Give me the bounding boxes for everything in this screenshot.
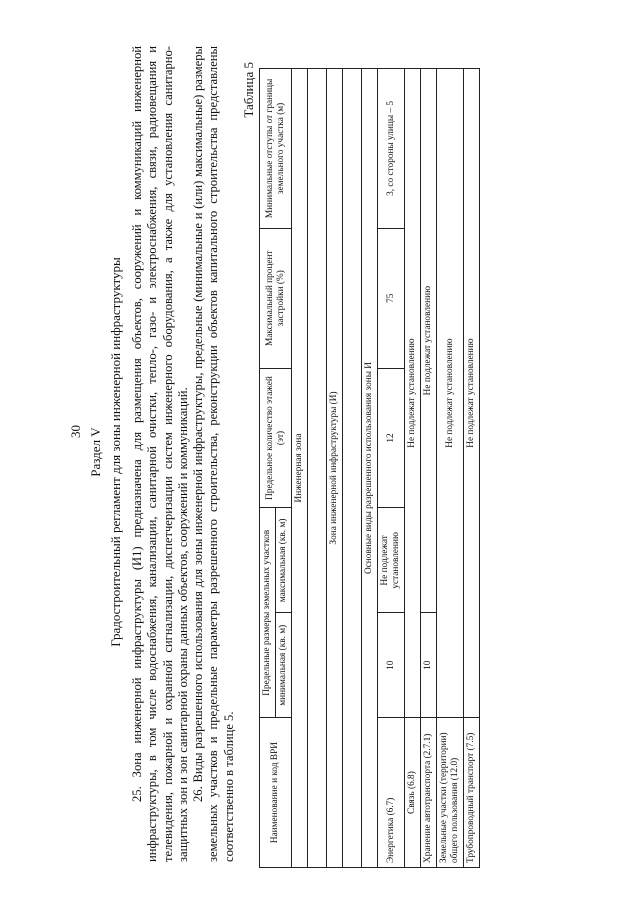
cell-name: Земельные участки (территории) общего пользования (12.0) <box>437 718 464 868</box>
table-header-row <box>260 69 276 868</box>
cell-merged-value: Не подлежат установлению <box>464 69 480 718</box>
empty-cell <box>308 69 327 868</box>
table-row-pipeline <box>464 69 480 868</box>
section-subtitle: Градостроительный регламент для зоны инженерной инфраструктуры <box>108 257 123 647</box>
empty-cell <box>343 69 362 868</box>
cell-floors: 12 <box>378 368 405 508</box>
subzone-row <box>327 69 343 868</box>
subzone-cell: Зона инженерной инфраструктуры (И) <box>327 69 343 868</box>
cell-setbacks: 3, со стороны улицы – 5 <box>378 69 405 229</box>
header-coverage: Максимальный процент застройки (%) <box>260 228 292 368</box>
table-row-communication <box>405 69 421 868</box>
table-row-energy <box>378 69 405 868</box>
cell-max: Не подлежат установлению <box>378 508 405 613</box>
cell-coverage: 75 <box>378 228 405 368</box>
page-number: 30 <box>68 425 83 438</box>
table-5 <box>259 68 480 868</box>
table-row-vehicle-storage <box>421 69 437 868</box>
rotated-page-content <box>80 22 640 882</box>
section-title: Раздел V <box>88 427 103 477</box>
cell-merged-value: Не подлежат установлению <box>437 69 464 718</box>
header-name: Наименование и код ВРИ <box>260 718 292 868</box>
cell-min: 10 <box>421 613 437 718</box>
cell-name: Связь (6.8) <box>405 718 421 868</box>
cell-name: Хранение автотранспорта (2.7.1) <box>421 718 437 868</box>
header-setbacks: Минимальные отступы от границы земельного участка (м) <box>260 69 292 229</box>
paragraph-26: 26. Виды разрешенного использования для зоны инженерной инфраструктуры, предельные (минимальные и (или) максимальные) размеры земельных участков и предельные параметры разрешенного строительства, реконструкции объектов капитального строительства представлены соответственно в таблице 5. <box>191 46 236 862</box>
table-row-public-land <box>437 69 464 868</box>
cell-merged-value: Не подлежат установлению <box>421 69 437 613</box>
empty-row <box>343 69 362 868</box>
empty-row <box>308 69 327 868</box>
cell-name: Энергетика (6.7) <box>378 718 405 868</box>
header-max: максимальная (кв. м) <box>276 508 292 613</box>
zone-cell: Инженерная зона <box>292 69 308 868</box>
zone-row <box>292 69 308 868</box>
cell-merged-value: Не подлежат установлению <box>405 69 421 718</box>
header-floors: Предельное количество этажей (эт) <box>260 368 292 508</box>
cell-name: Трубопроводный транспорт (7.5) <box>464 718 480 868</box>
table-label: Таблица 5 <box>241 62 257 118</box>
kinds-row <box>362 69 378 868</box>
cell-min: 10 <box>378 613 405 718</box>
header-plot-sizes: Предельные размеры земельных участков <box>260 508 276 718</box>
header-min: минимальная (кв. м) <box>276 613 292 718</box>
kinds-cell: Основные виды разрешенного использования зоны И <box>362 69 378 868</box>
paragraph-25: 25. Зона инженерной инфраструктуры (И1) предназначена для размещения объектов, сооружений и коммуникаций инженерной инфраструктуры, в том числе водоснабжения, канализации, санитарной очистки, тепло-, газо- и электроснабжения, связи, радиовещания и телевидения, пожарной и охранной сигнализации, диспетчеризации систем инженерного оборудования, а также для установления санитарно-защитных зон и зон санитарной охраны данных объектов, сооружений и коммуникаций. <box>130 46 190 862</box>
